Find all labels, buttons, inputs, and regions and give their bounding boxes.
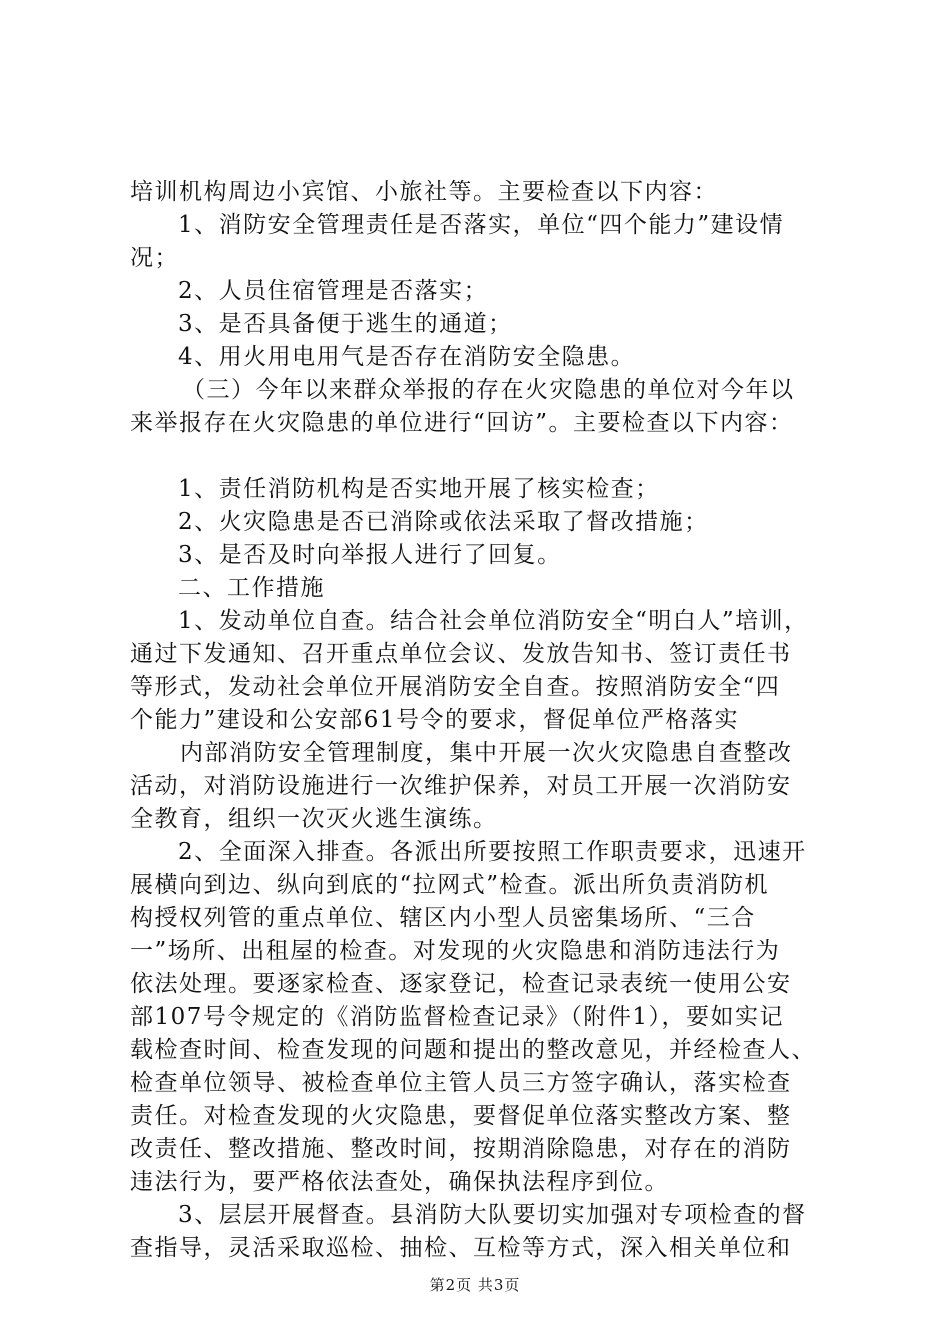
text-line: 展横向到边、纵向到底的“拉网式”检查。派出所负责消防机 [130, 872, 770, 898]
text-line: 况； [130, 245, 179, 271]
text-line: 1、发动单位自查。结合社会单位消防安全“明白人”培训， [178, 608, 809, 634]
text-line: 2、火灾隐患是否已消除或依法采取了督改措施； [178, 509, 709, 535]
text-line: 3、是否及时向举报人进行了回复。 [178, 542, 562, 568]
text-line: 构授权列管的重点单位、辖区内小型人员密集场所、“三合 [130, 905, 756, 931]
text-line: 部107号令规定的《消防监督检查记录》（附件1），要如实记 [130, 1004, 785, 1030]
text-line: 内部消防安全管理制度，集中开展一次火灾隐患自查整改 [180, 740, 793, 766]
text-line: 违法行为，要严格依法查处，确保执法程序到位。 [130, 1169, 669, 1195]
text-line: 改责任、整改措施、整改时间，按期消除隐患，对存在的消防 [130, 1136, 792, 1162]
text-line: 通过下发通知、召开重点单位会议、发放告知书、签订责任书 [130, 641, 792, 667]
text-line: 责任。对检查发现的火灾隐患，要督促单位落实整改方案、整 [130, 1103, 792, 1129]
text-line: 等形式，发动社会单位开展消防安全自查。按照消防安全“四 [130, 674, 781, 700]
text-line: 3、层层开展督查。县消防大队要切实加强对专项检查的督 [178, 1202, 807, 1228]
text-line: 来举报存在火灾隐患的单位进行“回访”。主要检查以下内容： [130, 410, 794, 436]
blank-line [130, 440, 830, 473]
text-line: 1、消防安全管理责任是否落实，单位“四个能力”建设情 [178, 212, 785, 238]
text-line: 查指导，灵活采取巡检、抽检、互检等方式，深入相关单位和 [130, 1235, 792, 1261]
text-line: 2、人员住宿管理是否落实； [178, 278, 489, 304]
text-line: 培训机构周边小宾馆、小旅社等。主要检查以下内容： [130, 179, 718, 205]
page-footer: 第2页 共3页 [429, 1276, 521, 1294]
text-line: 活动，对消防设施进行一次维护保养，对员工开展一次消防安 [130, 773, 792, 799]
text-line: 一”场所、出租屋的检查。对发现的火灾隐患和消防违法行为 [130, 938, 781, 964]
section-heading: 二、工作措施 [178, 575, 325, 601]
text-line: 1、责任消防机构是否实地开展了核实检查； [178, 476, 660, 502]
text-line: 检查单位领导、被检查单位主管人员三方签字确认，落实检查 [130, 1070, 792, 1096]
text-line: 载检查时间、检查发现的问题和提出的整改意见，并经检查人、 [130, 1037, 816, 1063]
text-line: 个能力”建设和公安部61号令的要求，督促单位严格落实 [130, 707, 740, 733]
text-line: 依法处理。要逐家检查、逐家登记，检查记录表统一使用公安 [130, 971, 792, 997]
text-line: 3、是否具备便于逃生的通道； [178, 311, 513, 337]
text-line: （三）今年以来群众举报的存在火灾隐患的单位对今年以 [182, 377, 795, 403]
text-line: 全教育，组织一次灭火逃生演练。 [130, 806, 498, 832]
text-line: 4、用火用电用气是否存在消防安全隐患。 [178, 344, 636, 370]
text-line: 2、全面深入排查。各派出所要按照工作职责要求，迅速开 [178, 839, 807, 865]
document-body [130, 176, 830, 1265]
